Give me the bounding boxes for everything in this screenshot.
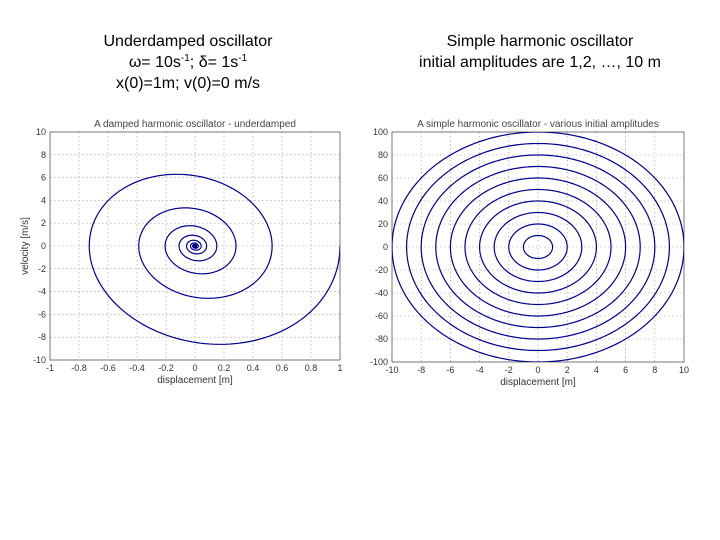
- shm-ytick-label: 60: [377, 173, 388, 183]
- damped-ytick-label: -8: [37, 332, 46, 343]
- shm-ytick-label: 80: [377, 150, 388, 160]
- shm-ytick-label: -40: [374, 288, 388, 298]
- shm-series-curve: [509, 224, 567, 270]
- damped-xtick-label: -0.8: [71, 363, 87, 373]
- shm-series-curve: [436, 167, 640, 328]
- damped-xtick-label: -1: [45, 363, 55, 373]
- shm-xtick-label: 8: [652, 365, 658, 375]
- right-heading-line2: initial amplitudes are 1,2, …, 10 m: [419, 54, 661, 71]
- damped-xtick-label: -0.2: [158, 363, 174, 373]
- shm-xtick-label: -6: [446, 365, 455, 375]
- omega-unit-exponent: -1: [180, 53, 190, 64]
- damped-xtick-label: 0: [192, 363, 198, 373]
- shm-series-curve: [407, 144, 670, 351]
- shm-xtick-label: 6: [623, 365, 629, 375]
- damped-ytick-label: 0: [40, 241, 46, 251]
- damped-ytick-label: -4: [37, 286, 46, 297]
- shm-ytick-label: -100: [369, 357, 388, 367]
- shm-ytick-label: -60: [374, 311, 388, 321]
- delta-text: ; δ= 1s: [189, 54, 239, 71]
- damped-ytick-label: 4: [40, 195, 46, 206]
- shm-ytick-label: 0: [382, 242, 388, 252]
- shm-ytick-label: -20: [374, 265, 388, 275]
- damped-xtick-label: 0.6: [275, 363, 289, 373]
- shm-plot-title: A simple harmonic oscillator - various initial amplitudes: [417, 119, 659, 130]
- damped-ytick-label: -6: [37, 309, 46, 320]
- damped-ytick-label: -2: [37, 263, 46, 274]
- shm-xtick-label: 10: [678, 365, 690, 375]
- damped-plot-title: A damped harmonic oscillator - underdamped: [94, 119, 296, 130]
- left-heading-line3: x(0)=1m; v(0)=0 m/s: [115, 75, 261, 92]
- damped-ytick-label: -10: [32, 355, 46, 365]
- damped-x-axis-label: displacement [m]: [157, 375, 233, 386]
- shm-xtick-label: -8: [417, 365, 426, 375]
- shm-x-axis-label: displacement [m]: [500, 377, 576, 388]
- delta-unit-exponent: -1: [238, 53, 248, 64]
- shm-xtick-label: -4: [475, 365, 484, 375]
- shm-ytick-label: 40: [377, 196, 388, 206]
- damped-series-curve: [89, 174, 340, 344]
- damped-xtick-label: 1: [337, 363, 343, 373]
- damped-ytick-label: 8: [40, 149, 46, 160]
- damped-ytick-label: 2: [40, 218, 46, 229]
- damped-xtick-label: 0.2: [217, 363, 231, 373]
- shm-ytick-label: 100: [372, 127, 388, 137]
- damped-xtick-label: 0.4: [246, 363, 260, 373]
- damped-xtick-label: -0.4: [129, 363, 145, 373]
- shm-xtick-label: 0: [535, 365, 541, 375]
- shm-xtick-label: 2: [564, 365, 570, 375]
- left-heading-line1: Underdamped oscillator: [103, 33, 273, 50]
- right-heading-line1: Simple harmonic oscillator: [446, 33, 634, 50]
- damped-xtick-label: 0.8: [304, 363, 318, 373]
- shm-xtick-label: -2: [504, 365, 513, 375]
- shm-xtick-label: 4: [593, 365, 599, 375]
- damped-ytick-label: 6: [40, 172, 46, 183]
- damped-y-axis-label: velocity [m/s]: [20, 217, 31, 275]
- damped-ytick-label: 10: [35, 127, 46, 137]
- damped-xtick-label: -0.6: [100, 363, 116, 373]
- shm-ytick-label: -80: [374, 334, 388, 344]
- shm-xtick-label: -10: [385, 365, 399, 375]
- omega-text: ω= 10s: [128, 54, 181, 71]
- shm-ytick-label: 20: [377, 219, 388, 229]
